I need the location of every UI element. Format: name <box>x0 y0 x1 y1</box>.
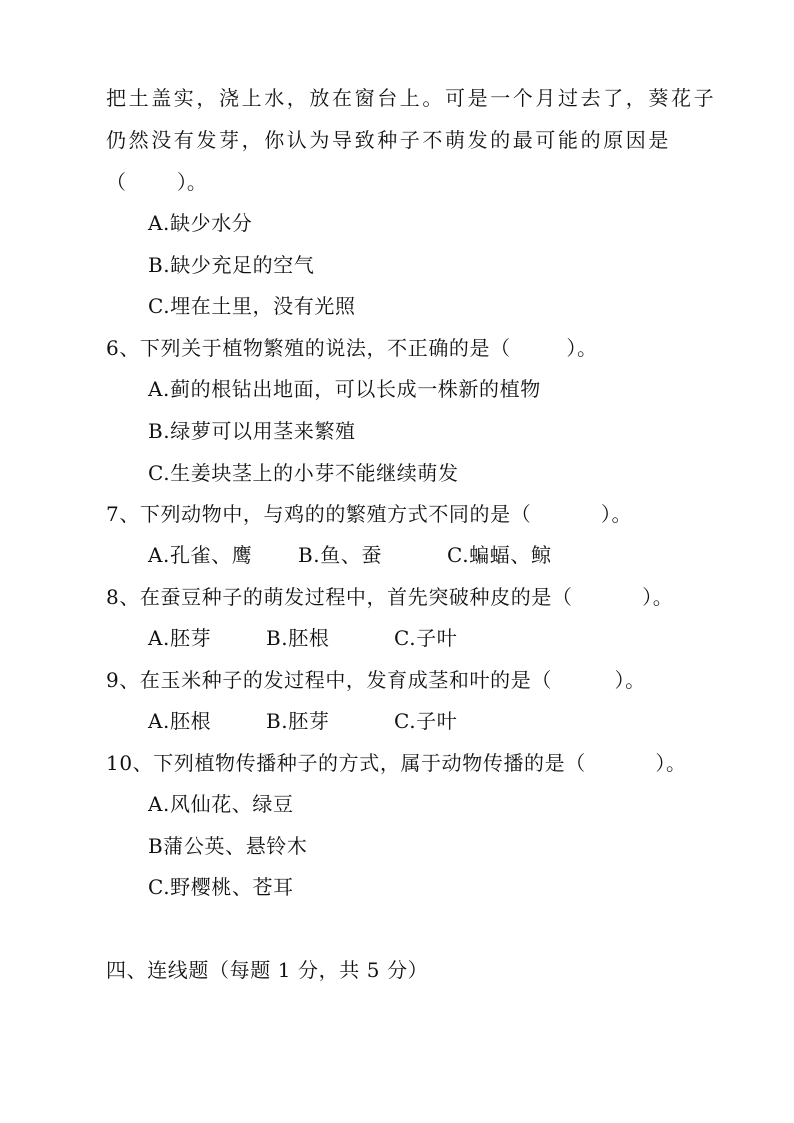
q7-stem: 7、下列动物中，与鸡的的繁殖方式不同的是（ ）。 <box>106 502 633 526</box>
q9-option-b: B.胚芽 <box>266 709 330 733</box>
q7-option-c: C.蝙蝠、鲸 <box>447 543 552 567</box>
q6-stem: 6、下列关于植物繁殖的说法，不正确的是（ ）。 <box>106 336 598 360</box>
q10-stem: 10、下列植物传播种子的方式，属于动物传播的是（ ）。 <box>106 751 687 775</box>
q5-option-a: A.缺少水分 <box>148 211 253 235</box>
q5-option-b: B.缺少充足的空气 <box>148 253 315 277</box>
q7-option-b: B.鱼、蚕 <box>298 543 383 567</box>
q5-option-c: C.埋在土里，没有光照 <box>148 294 356 318</box>
q6-option-a: A.蓟的根钻出地面，可以长成一株新的植物 <box>148 377 541 401</box>
section-heading-matching: 四、连线题（每题 1 分，共 5 分） <box>106 958 429 982</box>
q10-option-c: C.野樱桃、苍耳 <box>148 875 294 899</box>
q6-option-b: B.绿萝可以用茎来繁殖 <box>148 419 356 443</box>
q8-option-b: B.胚根 <box>266 626 330 650</box>
q8-option-c: C.子叶 <box>394 626 458 650</box>
q9-option-a: A.胚根 <box>148 709 212 733</box>
q5-answer-blank: （ ）。 <box>106 170 207 194</box>
q5-stem-line-2: 仍然没有发芽，你认为导致种子不萌发的最可能的原因是 <box>106 128 671 152</box>
q6-option-c: C.生姜块茎上的小芽不能继续萌发 <box>148 461 459 485</box>
q9-stem: 9、在玉米种子的发过程中，发育成茎和叶的是（ ）。 <box>106 668 646 692</box>
q7-option-a: A.孔雀、鹰 <box>148 543 253 567</box>
q9-option-c: C.子叶 <box>394 709 458 733</box>
q8-stem: 8、在蚕豆种子的萌发过程中，首先突破种皮的是（ ）。 <box>106 585 674 609</box>
q8-option-a: A.胚芽 <box>148 626 212 650</box>
q10-option-b: B蒲公英、悬铃木 <box>148 834 308 858</box>
q10-option-a: A.风仙花、绿豆 <box>148 792 294 816</box>
q5-stem-line-1: 把土盖实，浇上水，放在窗台上。可是一个月过去了，葵花子 <box>106 86 717 110</box>
